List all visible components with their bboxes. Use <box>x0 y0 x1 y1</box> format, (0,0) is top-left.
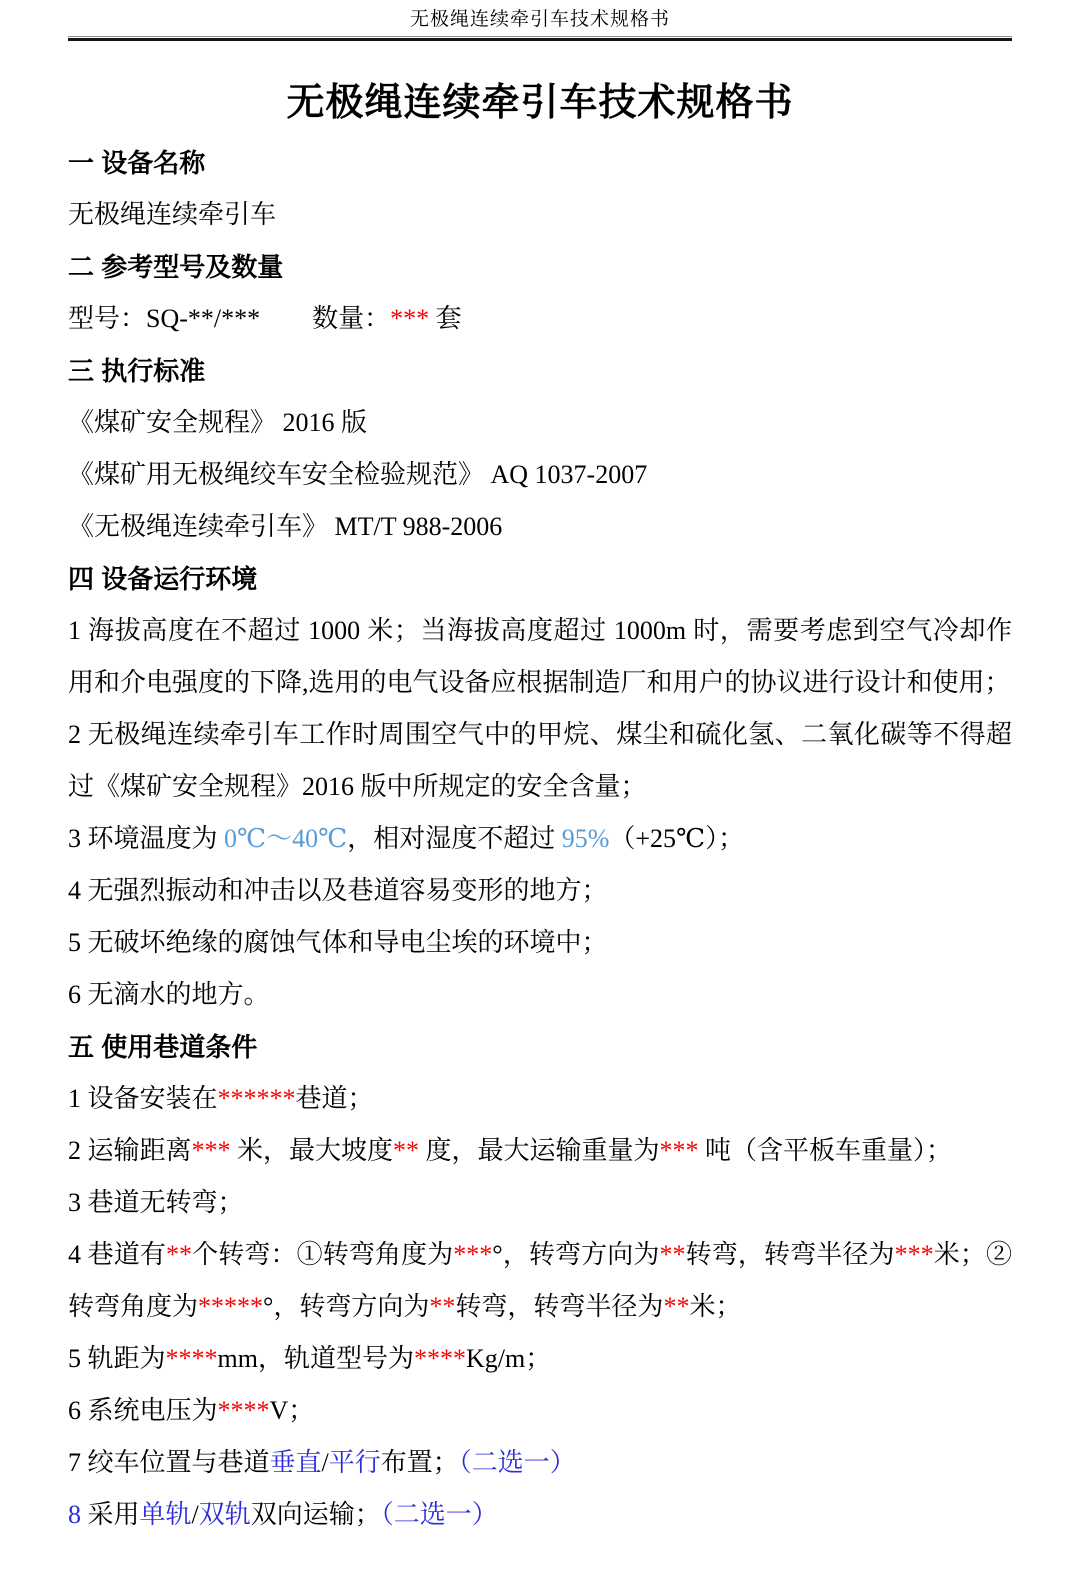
text-run: 米；②转弯角度为 <box>68 1240 1012 1321</box>
section-heading <box>68 241 1012 293</box>
text-run: 4 无强烈振动和冲击以及巷道容易变形的地方； <box>68 876 608 905</box>
paragraph <box>68 501 1012 553</box>
section-heading <box>68 1021 1012 1073</box>
paragraph <box>68 865 1012 917</box>
text-run: mm，轨道型号为 <box>217 1344 414 1373</box>
text-run-red: *** <box>390 304 430 333</box>
header-rule-divider <box>68 36 1012 41</box>
paragraph <box>68 397 1012 449</box>
text-run: 个转弯：①转弯角度为 <box>191 1240 454 1269</box>
section-heading <box>68 553 1012 605</box>
text-run: 《煤矿安全规程》 2016 版 <box>68 408 368 437</box>
text-run-red: *** <box>191 1136 231 1165</box>
text-run-red: ** <box>393 1136 420 1165</box>
text-run-red: *** <box>894 1240 934 1269</box>
paragraph <box>68 1125 1012 1177</box>
text-run: 《煤矿用无极绳绞车安全检验规范》 AQ 1037-2007 <box>68 460 648 489</box>
text-run: °，转弯方向为 <box>492 1240 660 1269</box>
text-run: 5 轨距为 <box>68 1344 166 1373</box>
text-run: 转弯，转弯半径为 <box>455 1292 664 1321</box>
text-run-blue: （二选一） <box>458 1448 576 1477</box>
paragraph <box>68 293 1012 345</box>
text-run: 套 <box>429 304 462 333</box>
text-run: 7 绞车位置与巷道 <box>68 1448 270 1477</box>
text-run: ，相对湿度不超过 <box>347 824 562 853</box>
text-run-red: ** <box>429 1292 456 1321</box>
text-run: 2 运输距离 <box>68 1136 192 1165</box>
text-run: 五 使用巷道条件 <box>68 1032 258 1062</box>
text-run-blue: 单轨 <box>139 1500 192 1529</box>
text-run-red: *** <box>453 1240 493 1269</box>
text-run-blue: 双轨 <box>198 1500 251 1529</box>
text-run: 《无极绳连续牵引车》 MT/T 988-2006 <box>68 512 503 541</box>
paragraph <box>68 1489 1012 1541</box>
document-title: 无极绳连续牵引车技术规格书 <box>286 82 794 124</box>
text-run: 4 巷道有 <box>68 1240 166 1269</box>
text-run-red: **** <box>413 1344 466 1373</box>
paragraph <box>68 1385 1012 1437</box>
text-run-red: **** <box>217 1396 270 1425</box>
text-run: 米，最大坡度 <box>230 1136 394 1165</box>
paragraph <box>68 1229 1012 1333</box>
text-run-red: ****** <box>217 1084 296 1113</box>
text-run-lightblue: 0℃～40℃ <box>224 824 348 853</box>
text-run: / <box>191 1500 199 1529</box>
text-run: Kg/m； <box>465 1344 552 1373</box>
paragraph <box>68 605 1012 709</box>
text-run-red: **** <box>165 1344 218 1373</box>
text-run: 2 无极绳连续牵引车工作时周围空气中的甲烷、煤尘和硫化氢、二氧化碳等不得超过《煤矿安全规程》2016 版中所规定的安全含量； <box>68 720 1012 801</box>
text-run: 6 系统电压为 <box>68 1396 218 1425</box>
text-run: 巷道； <box>295 1084 374 1113</box>
section-heading <box>68 345 1012 397</box>
text-run-blue: 8 <box>68 1500 81 1529</box>
document-blocks <box>68 137 1012 1541</box>
text-run: 采用 <box>81 1500 140 1529</box>
paragraph <box>68 917 1012 969</box>
text-run-red: ***** <box>198 1292 264 1321</box>
text-run: 米； <box>689 1292 742 1321</box>
text-run: 型号：SQ-**/*** 数量： <box>68 304 391 333</box>
paragraph <box>68 449 1012 501</box>
text-run-red: *** <box>659 1136 699 1165</box>
running-header: 无极绳连续牵引车技术规格书 <box>409 9 670 30</box>
text-run: （+25℃）； <box>609 824 745 853</box>
paragraph <box>68 189 1012 241</box>
text-run-red: ** <box>659 1240 686 1269</box>
text-run-blue: 平行 <box>328 1448 381 1477</box>
text-run: 四 设备运行环境 <box>68 564 258 594</box>
paragraph <box>68 1437 1012 1489</box>
paragraph <box>68 1333 1012 1385</box>
text-run: 转弯，转弯半径为 <box>685 1240 895 1269</box>
text-run: 二 参考型号及数量 <box>68 252 284 282</box>
text-run: °，转弯方向为 <box>263 1292 430 1321</box>
paragraph <box>68 709 1012 813</box>
text-run: 一 设备名称 <box>68 148 206 178</box>
text-run: 双向运输； <box>250 1500 381 1529</box>
text-run: 6 无滴水的地方。 <box>68 980 270 1009</box>
text-run-red: ** <box>663 1292 690 1321</box>
text-run: 5 无破坏绝缘的腐蚀气体和导电尘埃的环境中； <box>68 928 608 957</box>
text-run: 1 海拔高度在不超过 1000 米；当海拔高度超过 1000m 时，需要考虑到空气冷却作用和介电强度的下降,选用的电气设备应根据制造厂和用户的协议进行设计和使用； <box>68 616 1012 697</box>
text-run: 布置； <box>380 1448 459 1477</box>
text-run: 吨（含平板车重量）； <box>698 1136 953 1165</box>
text-run: 1 设备安装在 <box>68 1084 218 1113</box>
text-run-blue: 垂直 <box>269 1448 322 1477</box>
text-run: 3 巷道无转弯； <box>68 1188 244 1217</box>
section-heading <box>68 137 1012 189</box>
text-run: 无极绳连续牵引车 <box>68 200 277 229</box>
text-run: 3 环境温度为 <box>68 824 225 853</box>
text-run: / <box>321 1448 329 1477</box>
text-run: V； <box>269 1396 315 1425</box>
paragraph <box>68 1177 1012 1229</box>
text-run: 度，最大运输重量为 <box>419 1136 660 1165</box>
text-run-blue: （二选一） <box>380 1500 498 1529</box>
paragraph <box>68 813 1012 865</box>
text-run: 三 执行标准 <box>68 356 206 386</box>
paragraph <box>68 1073 1012 1125</box>
paragraph <box>68 969 1012 1021</box>
text-run-lightblue: 95% <box>561 824 610 853</box>
text-run-red: ** <box>165 1240 192 1269</box>
